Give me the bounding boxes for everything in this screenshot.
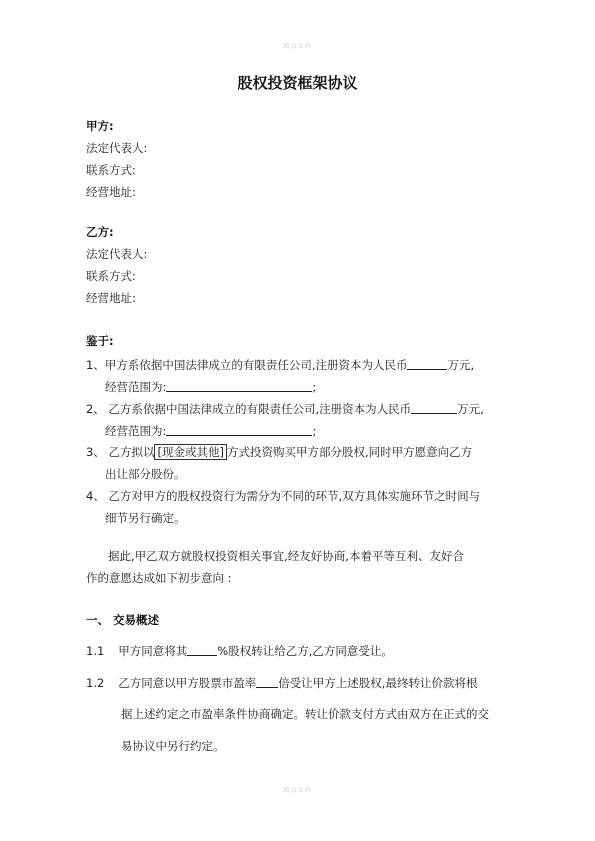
item-text: ; [312, 380, 317, 394]
whereas-item-1-line2 [105, 379, 316, 394]
clause-text: 乙方同意以甲方股票市盈率 [118, 676, 257, 690]
party-a-contact-label: 联系方式: [86, 163, 136, 177]
clause-text: 倍受让甲方上述股权,最终转让价款将根 [278, 676, 478, 690]
intro-line-2: 作的意愿达成如下初步意向 : [86, 571, 232, 585]
whereas-item-3 [86, 445, 472, 459]
whereas-item-4 [86, 489, 480, 503]
clause-number: 1.2 [86, 676, 105, 690]
clause-text: %股权转让给乙方,乙方同意受让。 [217, 644, 393, 658]
clause-1-2-line2: 据上述约定之市盈率条件协商确定。转让价款支付方式由双方在正式的交 [121, 707, 489, 721]
party-a-rep-label: 法定代表人: [86, 141, 148, 155]
item-text: 乙方对甲方的股权投资行为需分为不同的环节,双方具体实施环节之时间与 [108, 489, 481, 503]
clause-text: 甲方同意将其 [118, 644, 188, 658]
footer-watermark: 精品文档 [283, 787, 312, 794]
party-a-heading: 甲方: [86, 119, 114, 133]
blank-line [166, 423, 312, 436]
whereas-item-2-line2 [105, 423, 316, 438]
item-text: 乙方系依据中国法律成立的有限责任公司,注册资本为人民币 [108, 402, 412, 416]
blank-line [187, 643, 217, 656]
blank-line [411, 401, 457, 414]
clause-1-1 [86, 643, 393, 658]
party-a-address-label: 经营地址: [86, 185, 136, 199]
party-b-heading: 乙方: [86, 225, 114, 239]
clause-number: 1.1 [86, 644, 105, 658]
item-text: 万元, [447, 358, 475, 372]
item-number: 3、 [86, 445, 105, 459]
payment-method-box: [现金或其他] [154, 444, 226, 460]
item-text: 经营范围为: [105, 380, 167, 394]
item-number: 4、 [86, 489, 105, 503]
party-b-rep-label: 法定代表人: [86, 247, 148, 261]
party-b-address-label: 经营地址: [86, 291, 136, 305]
whereas-item-1 [86, 357, 474, 372]
section-1-heading: 一、 交易概述 [86, 613, 160, 627]
item-text: 经营范围为: [105, 424, 167, 438]
clause-1-2-line3: 易协议中另行约定。 [121, 739, 225, 753]
blank-line [407, 357, 447, 370]
intro-line-1: 据此,甲乙双方就股权投资相关事宜,经友好协商,本着平等互利、友好合 [108, 549, 464, 563]
item-number: 1、 [86, 358, 105, 372]
clause-1-2 [86, 675, 477, 690]
party-b-contact-label: 联系方式: [86, 269, 136, 283]
whereas-item-3-line2: 出让部分股份。 [105, 467, 186, 481]
item-text: ; [312, 424, 317, 438]
item-text: 乙方拟以 [108, 445, 155, 459]
item-text: 甲方系依据中国法律成立的有限责任公司,注册资本为人民币 [104, 358, 408, 372]
item-text: 万元, [457, 402, 484, 416]
blank-line [256, 675, 278, 688]
item-text: 方式投资购买甲方部分股权,同时甲方愿意向乙方 [226, 445, 473, 459]
whereas-item-2 [86, 401, 484, 416]
document-title: 股权投资框架协议 [237, 74, 358, 92]
header-watermark: 精品文档 [283, 43, 312, 50]
item-number: 2、 [86, 402, 105, 416]
blank-line [166, 379, 312, 392]
whereas-item-4-line2: 细节另行确定。 [105, 511, 186, 525]
whereas-heading: 鉴于: [86, 334, 114, 348]
